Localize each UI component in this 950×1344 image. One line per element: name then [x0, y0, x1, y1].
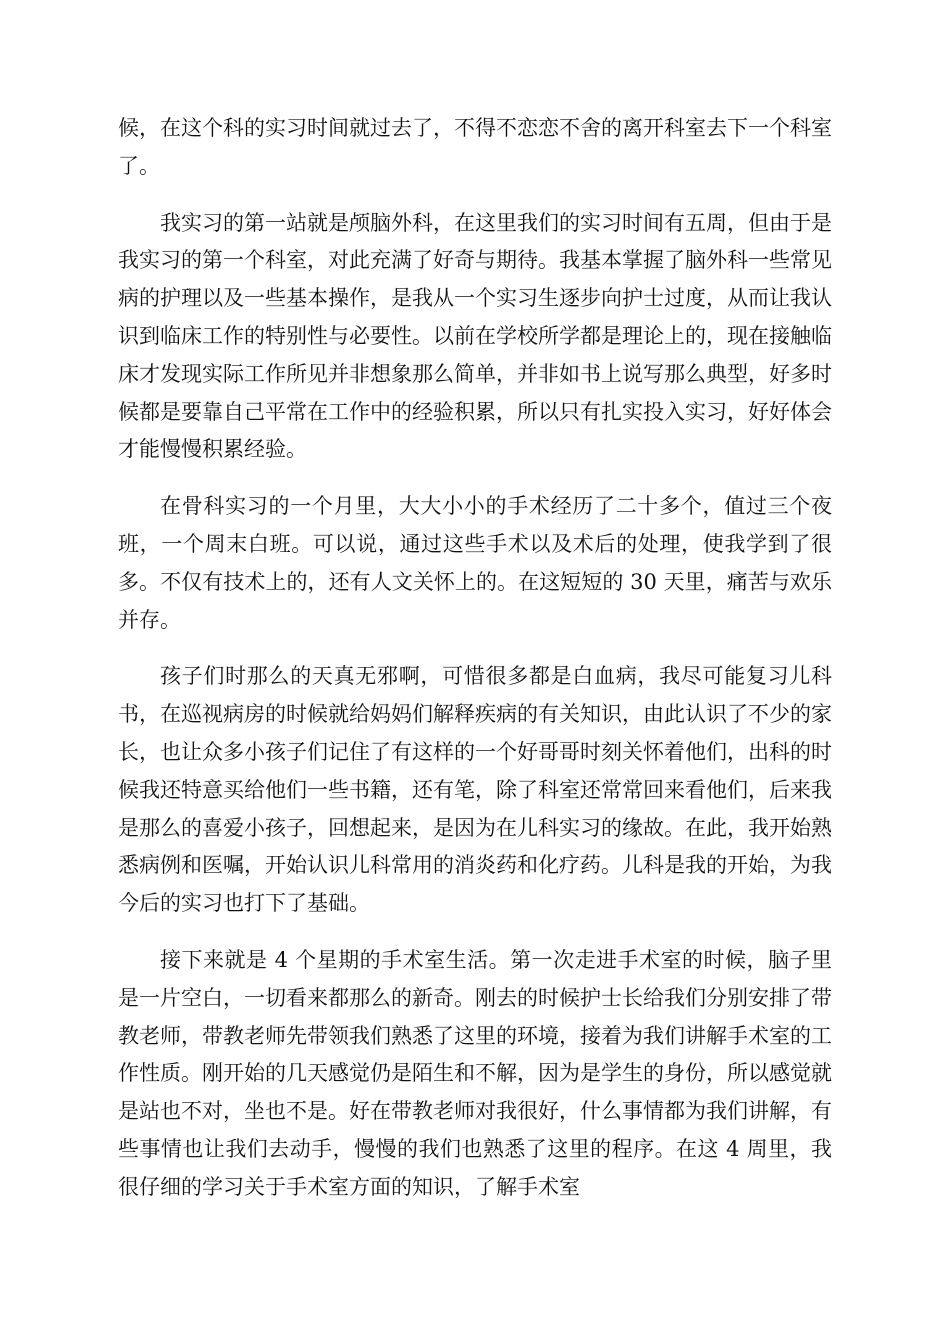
- document-body: [118, 110, 832, 1207]
- paragraph-neurosurgery: 我实习的第一站就是颅脑外科，在这里我们的实习时间有五周，但由于是我实习的第一个科室，对此充满了好奇与期待。我基本掌握了脑外科一些常见病的护理以及一些基本操作，是我从一个实习生逐步向护士过度，从而让我认识到临床工作的特别性与必要性。以前在学校所学都是理论上的，现在接触临床才发现实际工作所见并非想象那么简单，并非如书上说写那么典型，好多时候都是要靠自己平常在工作中的经验积累，所以只有扎实投入实习，好好体会才能慢慢积累经验。: [118, 210, 832, 462]
- paragraph-pediatrics: 孩子们时那么的天真无邪啊，可惜很多都是白血病，我尽可能复习儿科书，在巡视病房的时候就给妈妈们解释疾病的有关知识，由此认识了不少的家长，也让众多小孩子们记住了有这样的一个好哥哥时刻关怀着他们，出科的时候我还特意买给他们一些书籍，还有笔，除了科室还常常回来看他们，后来我是那么的喜爱小孩子，回想起来，是因为在儿科实习的缘故。在此，我开始熟悉病例和医嘱，开始认识儿科常用的消炎药和化疗药。儿科是我的开始，为我今后的实习也打下了基础。: [118, 664, 832, 916]
- paragraph-operating-room: 接下来就是 4 个星期的手术室生活。第一次走进手术室的时候，脑子里是一片空白，一切看来都那么的新奇。刚去的时候护士长给我们分别安排了带教老师，带教老师先带领我们熟悉了这里的环境，接着为我们讲解手术室的工作性质。刚开始的几天感觉仍是陌生和不解，因为是学生的身份，所以感觉就是站也不对，坐也不是。好在带教老师对我很好，什么事情都为我们讲解，有些事情也让我们去动手，慢慢的我们也熟悉了这里的程序。在这 4 周里，我很仔细的学习关于手术室方面的知识，了解手术室: [118, 947, 832, 1199]
- paragraph-continuation: 候，在这个科的实习时间就过去了，不得不恋恋不舍的离开科室去下一个科室了。: [118, 116, 832, 178]
- paragraph-orthopedics: 在骨科实习的一个月里，大大小小的手术经历了二十多个，值过三个夜班，一个周末白班。可以说，通过这些手术以及术后的处理，使我学到了很多。不仅有技术上的，还有人文关怀上的。在这短短的 30 天里，痛苦与欢乐并存。: [118, 494, 832, 632]
